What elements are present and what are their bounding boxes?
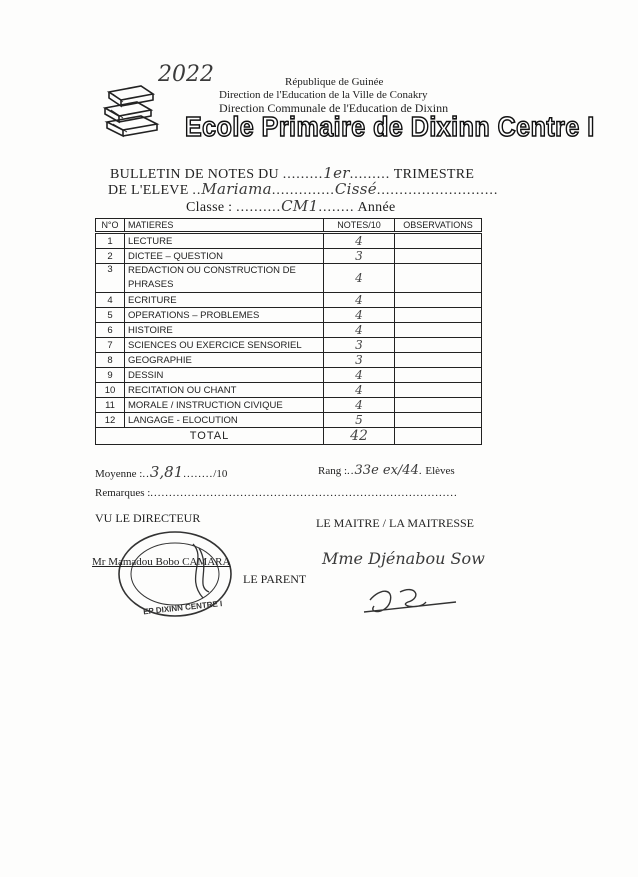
commune-direction-label: Direction Communale de l'Education de Dixinn [219,101,449,115]
average-line: Moyenne :..3,81......../10 [95,463,228,481]
total-row [96,428,482,445]
total-value: 42 [324,428,395,445]
grade-value: 4 [324,323,395,338]
subject-name: MORALE / INSTRUCTION CIVIQUE [125,398,324,413]
table-row [96,249,482,264]
row-number: 8 [96,353,125,368]
grade-value: 4 [324,233,395,249]
trimester-label: TRIMESTRE [393,167,475,182]
subject-name: RECITATION OU CHANT [125,383,324,398]
director-name: Mr Mamadou Bobo CAMARA [92,556,231,568]
bulletin-label: BULLETIN DE NOTES DU [110,167,279,182]
row-number: 2 [96,249,125,264]
subject-name: LECTURE [125,233,324,249]
row-number: 4 [96,293,125,308]
rank-value: 33e ex/44 [354,463,419,478]
director-label: VU LE DIRECTEUR [95,511,201,525]
observation-cell [395,293,482,308]
handwritten-year: 2022 [158,62,214,87]
remarks-line: Remarques :.................................................................................. [95,487,458,499]
grade-value: 5 [324,413,395,428]
row-number: 7 [96,338,125,353]
observation-cell [395,413,482,428]
observation-cell [395,323,482,338]
total-label: TOTAL [96,428,324,445]
row-number: 6 [96,323,125,338]
observation-cell [395,264,482,293]
republic-label: République de Guinée [285,76,384,88]
subject-name: LANGAGE - ELOCUTION [125,413,324,428]
observation-cell [395,368,482,383]
term-value: 1er [323,164,350,182]
table-row [96,413,482,428]
average-value: 3,81 [149,463,184,481]
rank-label: Rang : [318,465,348,477]
observation-cell [395,308,482,323]
row-number: 10 [96,383,125,398]
row-number: 11 [96,398,125,413]
year-label: Année [357,200,396,215]
observation-cell [395,398,482,413]
table-row [96,383,482,398]
student-last-name: Cissé [334,180,377,198]
subject-name: REDACTION OU CONSTRUCTION DE PHRASES [125,264,324,293]
header-subject: MATIERES [125,219,324,233]
parent-label: LE PARENT [243,572,307,586]
observation-cell [395,338,482,353]
grade-value: 4 [324,368,395,383]
student-line: DE L'ELEVE ..Mariama..............Cissé........................... [108,180,499,198]
row-number: 12 [96,413,125,428]
grade-value: 3 [324,338,395,353]
subject-name: GEOGRAPHIE [125,353,324,368]
total-observation-cell [395,428,482,445]
observation-cell [395,383,482,398]
grade-value: 4 [324,293,395,308]
teacher-label: LE MAITRE / LA MAITRESSE [316,516,474,530]
class-line: Classe : ..........CM1........ Année [186,197,396,215]
school-stamp-icon [115,528,235,620]
average-suffix: /10 [213,468,228,480]
student-first-name: Mariama [201,180,272,198]
row-number: 5 [96,308,125,323]
table-row [96,308,482,323]
student-label: DE L'ELEVE [108,183,189,198]
stamp-text: EP DIXINN CENTRE I [142,599,223,617]
subject-name: DESSIN [125,368,324,383]
row-number: 3 [96,264,125,293]
table-row [96,353,482,368]
remarks-label: Remarques : [95,487,151,499]
observation-cell [395,353,482,368]
table-row [96,398,482,413]
header-observations: OBSERVATIONS [395,219,482,233]
header-notes: NOTES/10 [324,219,395,233]
grade-value: 4 [324,264,395,293]
school-name: Ecole Primaire de Dixinn Centre I [185,111,595,143]
books-logo-icon [101,82,167,138]
class-value: CM1 [281,197,319,215]
observation-cell [395,249,482,264]
subject-name: OPERATIONS – PROBLEMES [125,308,324,323]
subject-name: HISTOIRE [125,323,324,338]
row-number: 9 [96,368,125,383]
table-row [96,233,482,249]
grades-table [95,218,482,445]
row-number: 1 [96,233,125,249]
grade-value: 3 [324,353,395,368]
city-direction-label: Direction de l'Education de la Ville de Conakry [219,89,428,101]
bulletin-line: BULLETIN DE NOTES DU .........1er......... TRIMESTRE [110,164,475,182]
grade-value: 4 [324,308,395,323]
rank-line: Rang :..33e ex/44. Elèves [318,463,455,478]
observation-cell [395,233,482,249]
table-row [96,338,482,353]
subject-name: SCIENCES OU EXERCICE SENSORIEL [125,338,324,353]
subject-name: ECRITURE [125,293,324,308]
rank-suffix: Elèves [425,465,455,477]
subject-name: DICTEE – QUESTION [125,249,324,264]
grade-value: 4 [324,398,395,413]
table-row [96,368,482,383]
grade-value: 4 [324,383,395,398]
grade-value: 3 [324,249,395,264]
table-row [96,293,482,308]
average-label: Moyenne : [95,468,143,480]
table-row [96,323,482,338]
teacher-initials-signature-icon [360,580,460,620]
header-no: N°O [96,219,125,233]
class-label: Classe : [186,200,233,215]
teacher-signature: Mme Djénabou Sow [322,549,485,568]
table-row [96,264,482,293]
